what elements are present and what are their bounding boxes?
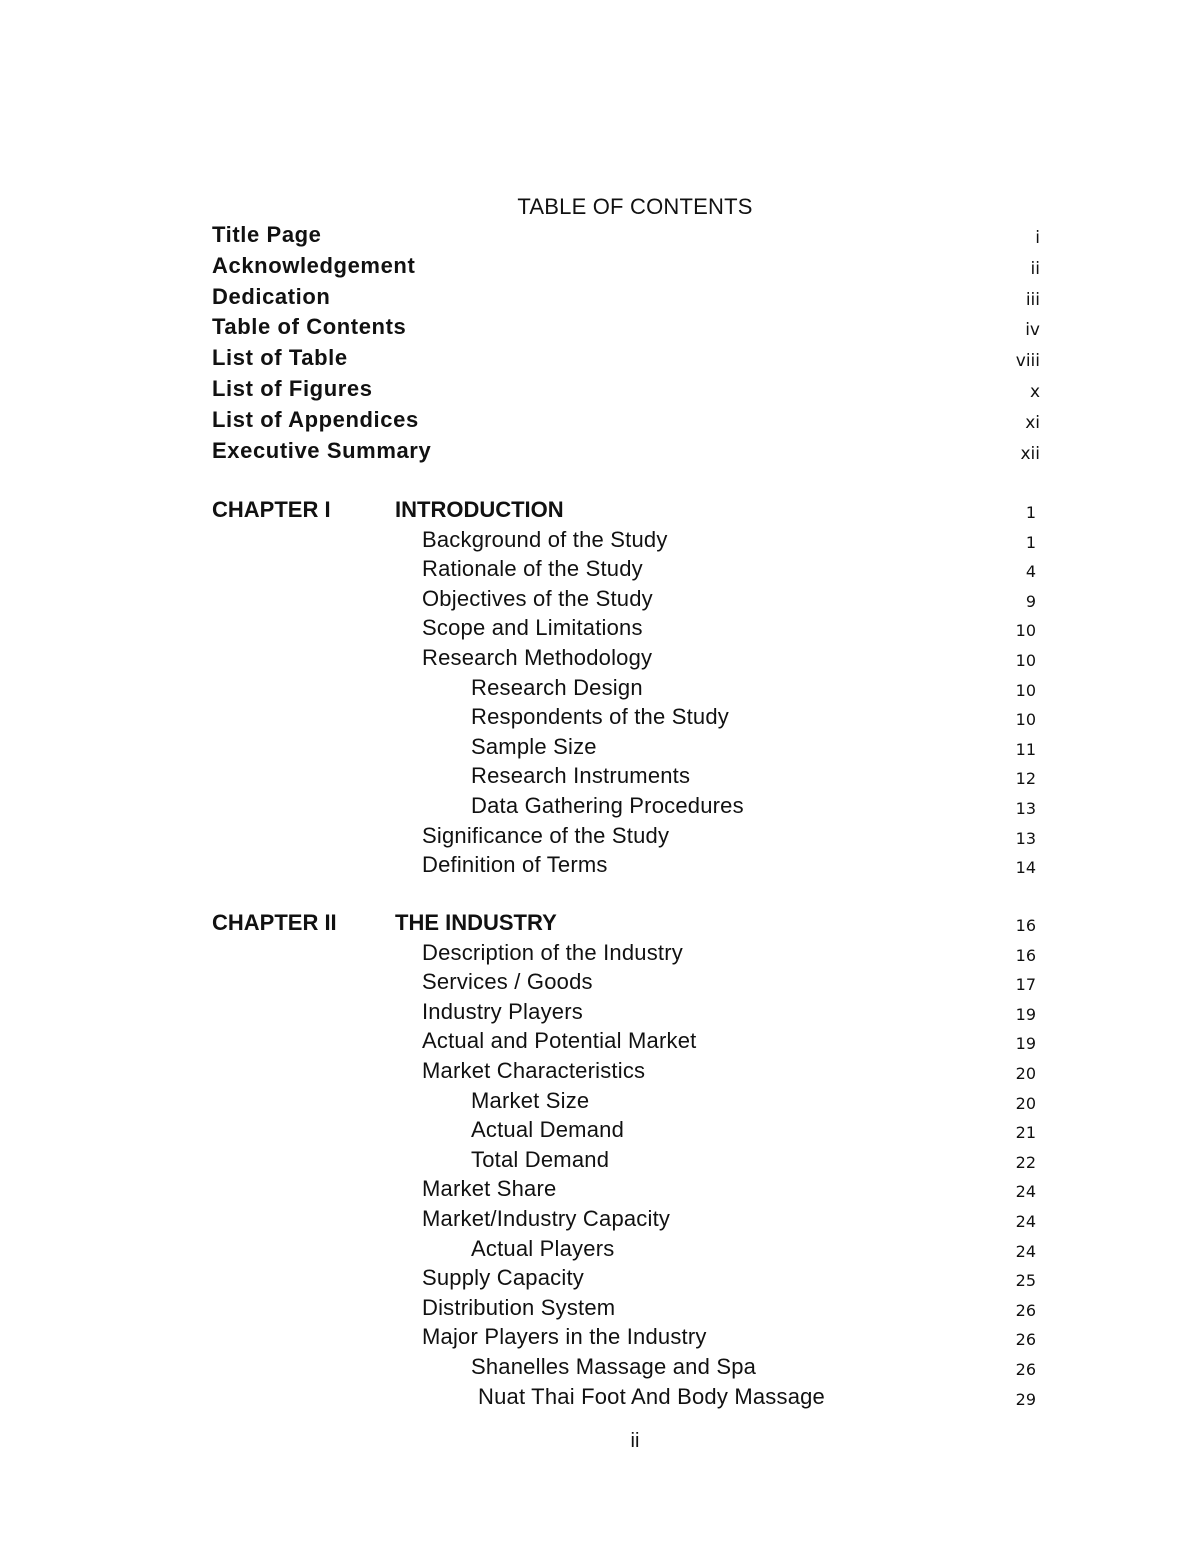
toc-entry-page: 21: [1015, 1123, 1036, 1143]
toc-entry-page: 14: [1015, 858, 1036, 878]
toc-entry-page: 19: [1015, 1034, 1036, 1054]
toc-entry-label: Respondents of the Study: [471, 704, 729, 730]
toc-entry-label: Shanelles Massage and Spa: [471, 1353, 757, 1379]
toc-entry: [212, 1117, 1040, 1147]
toc-row-label: Title Page: [212, 222, 322, 247]
toc-entry-page: 29: [1015, 1389, 1036, 1409]
toc-entry-page: 26: [1015, 1359, 1036, 1379]
toc-row-label: Executive Summary: [212, 437, 432, 463]
toc-entry-page: 20: [1015, 1093, 1036, 1113]
toc-entry-page: 13: [1015, 828, 1036, 848]
toc-row-page: iv: [1025, 320, 1040, 341]
toc-entry-label: Sample Size: [471, 733, 597, 759]
toc-row-label: List of Figures: [212, 375, 373, 401]
toc-entry-label: Actual and Potential Market: [422, 1028, 697, 1054]
toc-entry-page: 24: [1015, 1182, 1036, 1202]
toc-entry: [212, 1236, 1040, 1266]
toc-entry-label: Market Share: [422, 1176, 557, 1202]
toc-row: [212, 407, 1040, 438]
chapter-page: 1: [1025, 503, 1036, 522]
toc-entry-label: Distribution System: [422, 1294, 616, 1320]
toc-row-label: Acknowledgement: [212, 252, 416, 278]
toc-entry-label: Significance of the Study: [422, 822, 670, 848]
toc-entry: [212, 704, 1040, 734]
toc-entry-label: Scope and Limitations: [422, 615, 643, 641]
toc-row: [212, 438, 1040, 469]
toc-entry: [212, 823, 1040, 853]
toc-entry-label: Nuat Thai Foot And Body Massage: [478, 1383, 825, 1409]
toc-row: [212, 253, 1040, 284]
toc-entry-page: 17: [1015, 975, 1036, 995]
toc-row: [212, 314, 1040, 345]
toc-entry-page: 12: [1015, 769, 1036, 789]
toc-entry-label: Market/Industry Capacity: [422, 1205, 671, 1231]
toc-entry-page: 11: [1015, 739, 1036, 759]
toc-entry: [212, 1324, 1040, 1354]
toc-row-page: i: [1035, 228, 1040, 248]
toc-entry: [212, 675, 1040, 705]
front-matter-list: [212, 222, 1040, 468]
toc-entry-label: Rationale of the Study: [422, 556, 643, 582]
toc-row-label: List of Appendices: [212, 406, 419, 432]
toc-entry-label: Research Instruments: [471, 763, 691, 789]
toc-row: [212, 284, 1040, 315]
chapter-number: CHAPTER I: [212, 497, 331, 522]
toc-entry-label: Definition of Terms: [422, 852, 608, 878]
toc-row: [212, 376, 1040, 407]
toc-entry-page: 19: [1015, 1004, 1036, 1024]
toc-entry-label: Market Size: [471, 1087, 590, 1113]
toc-entry: [212, 1176, 1040, 1206]
toc-row-page: x: [1029, 381, 1040, 402]
toc-entry-page: 10: [1015, 621, 1036, 641]
toc-entry-page: 13: [1015, 798, 1036, 818]
chapter-title: THE INDUSTRY: [395, 910, 557, 935]
toc-entry: [212, 999, 1040, 1029]
toc-entry-page: 10: [1015, 680, 1036, 700]
toc-entry-label: Industry Players: [422, 998, 583, 1024]
toc-entry-page: 25: [1015, 1271, 1036, 1291]
toc-entry-page: 24: [1015, 1241, 1036, 1261]
toc-row-label: Dedication: [212, 283, 331, 309]
chapter-1-section: [212, 497, 1040, 882]
toc-row-label: List of Table: [212, 345, 348, 371]
toc-entry-label: Services / Goods: [422, 969, 593, 995]
toc-row-label: Table of Contents: [212, 314, 407, 340]
toc-entry-page: 16: [1015, 945, 1036, 965]
toc-heading: TABLE OF CONTENTS: [517, 194, 753, 219]
toc-row: [212, 345, 1040, 376]
toc-entry-page: 22: [1015, 1152, 1036, 1172]
toc-entry: [212, 556, 1040, 586]
toc-entry: [212, 940, 1040, 970]
toc-entry-page: 10: [1015, 650, 1036, 670]
toc-entry: [212, 1206, 1040, 1236]
toc-entry-page: 1: [1025, 532, 1036, 552]
toc-entry-page: 24: [1015, 1211, 1036, 1231]
toc-entry: [212, 1147, 1040, 1177]
chapter-number: CHAPTER II: [212, 910, 337, 935]
toc-entry: [212, 734, 1040, 764]
toc-entry-label: Description of the Industry: [422, 939, 683, 965]
chapter-heading-row: [212, 910, 1040, 940]
toc-entry-page: 4: [1025, 562, 1036, 582]
toc-entry-label: Research Methodology: [422, 644, 653, 670]
chapter-heading-row: [212, 497, 1040, 527]
toc-entry: [212, 1295, 1040, 1325]
toc-entry-page: 9: [1025, 591, 1036, 611]
toc-row: [212, 222, 1040, 253]
toc-entry: [212, 1058, 1040, 1088]
toc-entry-label: Objectives of the Study: [422, 585, 653, 611]
toc-entry: [212, 1265, 1040, 1295]
toc-entry-label: Supply Capacity: [422, 1265, 584, 1291]
toc-row-page: xi: [1025, 412, 1040, 433]
toc-entry: [212, 645, 1040, 675]
toc-entry: [212, 1354, 1040, 1384]
toc-entry: [212, 969, 1040, 999]
toc-row-page: viii: [1015, 351, 1040, 372]
toc-entry-label: Actual Players: [471, 1235, 615, 1261]
toc-entry-page: 20: [1015, 1063, 1036, 1083]
toc-entry: [212, 852, 1040, 882]
toc-entry: [212, 527, 1040, 557]
toc-entry-label: Total Demand: [471, 1146, 610, 1172]
footer-page-number: ii: [630, 1430, 640, 1452]
toc-entry-page: 26: [1015, 1330, 1036, 1350]
chapter-title: INTRODUCTION: [395, 497, 564, 522]
toc-entry: [212, 615, 1040, 645]
toc-entry-page: 26: [1015, 1300, 1036, 1320]
toc-row-page: iii: [1025, 289, 1040, 310]
chapter-2-section: [212, 910, 1040, 1413]
toc-entry: [212, 763, 1040, 793]
toc-entry-label: Background of the Study: [422, 526, 668, 552]
toc-row-page: ii: [1030, 258, 1040, 279]
toc-row-page: xii: [1020, 443, 1040, 464]
toc-entry: [212, 1028, 1040, 1058]
chapter-page: 16: [1015, 916, 1036, 935]
toc-entry: [212, 793, 1040, 823]
toc-entry-label: Actual Demand: [471, 1117, 625, 1143]
toc-entry-label: Market Characteristics: [422, 1057, 646, 1083]
toc-entry: [212, 586, 1040, 616]
toc-entry: [212, 1384, 1040, 1414]
toc-entry-label: Data Gathering Procedures: [471, 792, 744, 818]
toc-entry-label: Research Design: [471, 674, 643, 700]
toc-entry-label: Major Players in the Industry: [422, 1324, 707, 1350]
toc-entry-page: 10: [1015, 710, 1036, 730]
toc-entry: [212, 1088, 1040, 1118]
